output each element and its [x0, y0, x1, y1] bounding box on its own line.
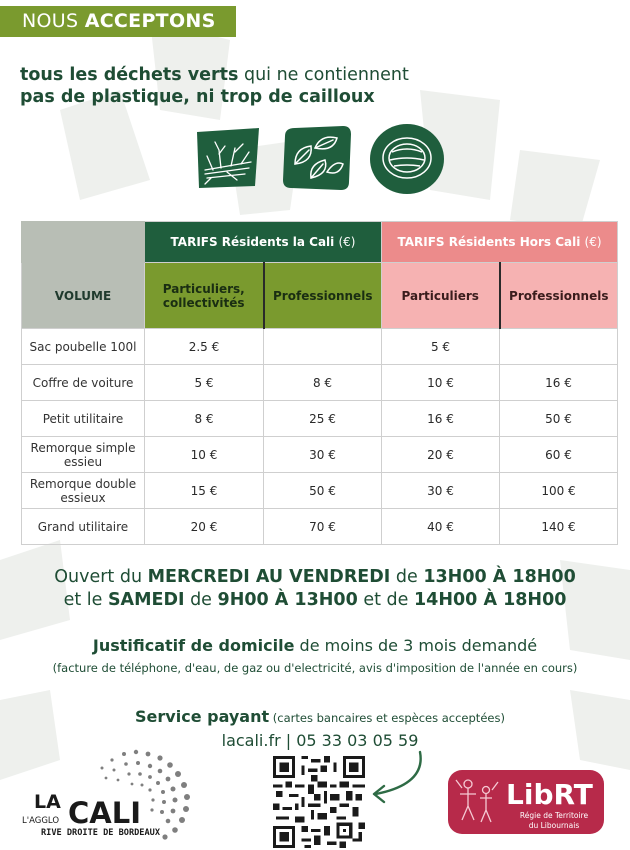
- librt-name: LibRT: [506, 778, 593, 811]
- header-volume: VOLUME: [22, 263, 145, 329]
- cell: 20 €: [382, 437, 500, 473]
- subheader-hors-professionnels: Professionnels: [500, 263, 618, 329]
- cell: 50 €: [264, 473, 382, 509]
- cell: 25 €: [264, 401, 382, 437]
- cell: 5 €: [382, 329, 500, 365]
- table-row: [22, 509, 618, 545]
- la-cali-logo: [14, 740, 214, 845]
- hours-time: 9H00 À 13H00: [217, 590, 358, 610]
- hours-text: de: [184, 590, 218, 610]
- grass-clippings-icon: [368, 122, 446, 196]
- cell: 30 €: [264, 437, 382, 473]
- table-corner: [22, 222, 145, 263]
- intro-line1-bold: tous les déchets verts: [20, 65, 239, 85]
- cell: 5 €: [145, 365, 264, 401]
- intro-text: [20, 64, 520, 108]
- hours-time: 14H00 À 18H00: [414, 590, 567, 610]
- leaves-icon: [281, 124, 353, 192]
- cell: [264, 329, 382, 365]
- cell: 8 €: [264, 365, 382, 401]
- subheader-hors-particuliers: Particuliers: [382, 263, 500, 329]
- header-residents-unit: (€): [338, 235, 356, 249]
- logo-la: LA: [34, 791, 61, 813]
- service-note: (cartes bancaires et espèces acceptées): [269, 711, 505, 725]
- subheader-res-professionnels: Professionnels: [264, 263, 382, 329]
- table-row: [22, 401, 618, 437]
- row-label: Remorque double essieux: [22, 473, 145, 509]
- header-residents-label: TARIFS Résidents la Cali: [170, 235, 335, 249]
- librt-line1: Régie de Territoire: [519, 811, 589, 820]
- justif-bold: Justificatif de domicile: [92, 636, 295, 655]
- qr-code[interactable]: [273, 756, 365, 848]
- hours-text: Ouvert du: [54, 567, 148, 587]
- subheader-res-particuliers: Particuliers, collectivités: [145, 263, 264, 329]
- hours-text: et de: [357, 590, 414, 610]
- arrow-icon: [362, 748, 432, 808]
- cell: 20 €: [145, 509, 264, 545]
- logo-tagline: RIVE DROITE DE BORDEAUX: [41, 828, 160, 838]
- service-payant: [0, 707, 630, 726]
- cell: 50 €: [500, 401, 618, 437]
- tarifs-table: [21, 221, 618, 545]
- banner-bold: ACCEPTONS: [84, 10, 216, 32]
- accept-banner: [0, 6, 236, 37]
- service-bold: Service payant: [135, 707, 270, 726]
- intro-line1-rest: qui ne contiennent: [238, 65, 409, 85]
- table-row: [22, 365, 618, 401]
- table-row: [22, 329, 618, 365]
- logo-agglo: L'AGGLO: [22, 816, 60, 826]
- hours-days: MERCREDI AU VENDREDI: [147, 567, 391, 587]
- cell: 8 €: [145, 401, 264, 437]
- cell: 140 €: [500, 509, 618, 545]
- justif-note: (facture de téléphone, d'eau, de gaz ou d'electricité, avis d'imposition de l'année en cours): [52, 661, 578, 675]
- cell: 16 €: [382, 401, 500, 437]
- cell: 70 €: [264, 509, 382, 545]
- cell: 2.5 €: [145, 329, 264, 365]
- header-hors: [382, 222, 618, 263]
- table-row: [22, 437, 618, 473]
- hours-time: 13H00 À 18H00: [423, 567, 576, 587]
- justificatif: [0, 636, 630, 655]
- hours-text: et le: [63, 590, 108, 610]
- row-label: Coffre de voiture: [22, 365, 145, 401]
- row-label: Petit utilitaire: [22, 401, 145, 437]
- cell: 15 €: [145, 473, 264, 509]
- header-residents: [145, 222, 382, 263]
- header-hors-unit: (€): [584, 235, 602, 249]
- cell: 16 €: [500, 365, 618, 401]
- cell: [500, 329, 618, 365]
- hours-text: de: [390, 567, 424, 587]
- row-label: Grand utilitaire: [22, 509, 145, 545]
- cell: 10 €: [145, 437, 264, 473]
- header-hors-label: TARIFS Résidents Hors Cali: [397, 235, 581, 249]
- intro-line2-bold: pas de plastique, ni trop de cailloux: [20, 87, 375, 107]
- hours-days: SAMEDI: [107, 590, 185, 610]
- row-label: Sac poubelle 100l: [22, 329, 145, 365]
- hours-line-1: [0, 566, 630, 589]
- opening-hours: [0, 566, 630, 612]
- cell: 10 €: [382, 365, 500, 401]
- banner-prefix: NOUS: [22, 10, 79, 32]
- table-row: [22, 473, 618, 509]
- librt-logo: [446, 768, 606, 836]
- logo-cali: CALI: [68, 796, 141, 830]
- row-label: Remorque simple essieu: [22, 437, 145, 473]
- librt-line2: du Libournais: [528, 821, 580, 830]
- justif-rest: de moins de 3 mois demandé: [294, 636, 538, 655]
- hours-line-2: [0, 589, 630, 612]
- cell: 30 €: [382, 473, 500, 509]
- contact-line[interactable]: lacali.fr | 05 33 03 05 59: [221, 731, 419, 750]
- icon-row: [0, 124, 630, 194]
- cell: 100 €: [500, 473, 618, 509]
- cell: 40 €: [382, 509, 500, 545]
- cell: 60 €: [500, 437, 618, 473]
- branches-icon: [193, 126, 263, 190]
